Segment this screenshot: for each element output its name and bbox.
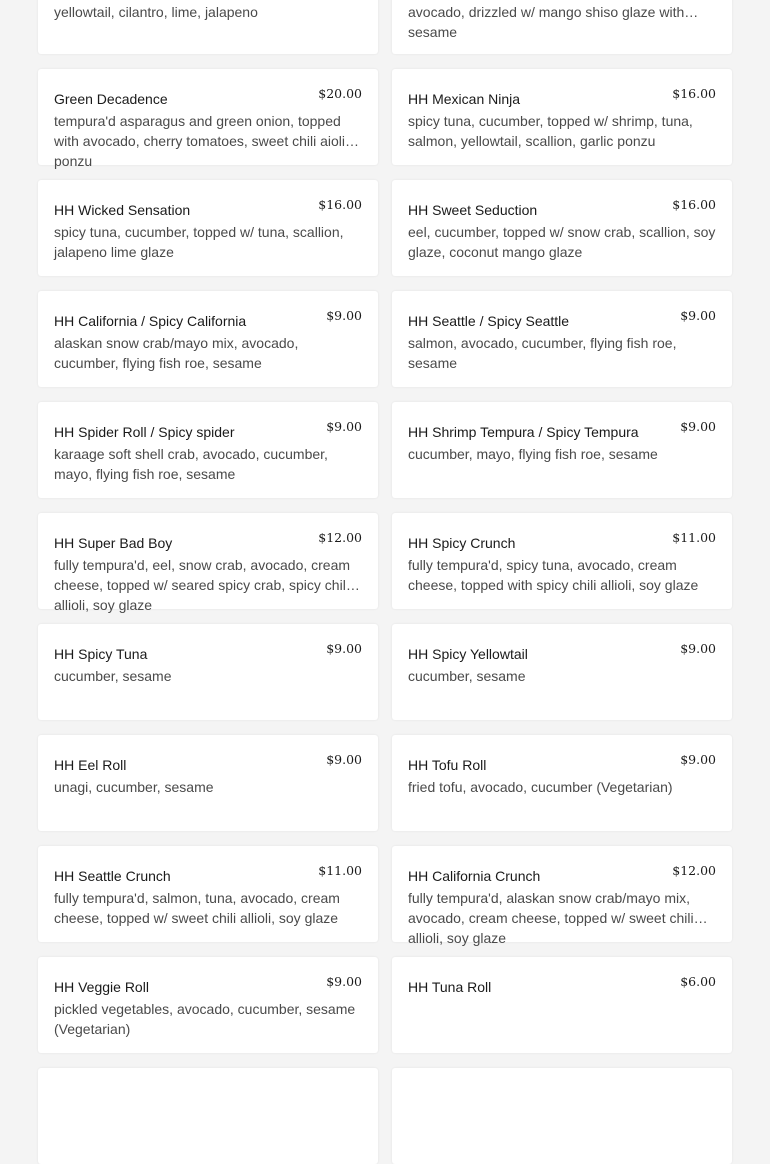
menu-item-name: HH Super Bad Boy: [54, 535, 173, 551]
menu-item-card[interactable]: [38, 69, 378, 169]
menu-item-card[interactable]: [392, 69, 732, 165]
menu-item-card[interactable]: [38, 0, 378, 54]
menu-item-description: cucumber, mayo, flying fish roe, sesame: [408, 446, 658, 462]
menu-item-card[interactable]: [38, 180, 378, 276]
menu-item-price: $9.00: [680, 752, 716, 767]
menu-item-description: tempura'd asparagus and green onion, topped with avocado, cherry tomatoes, sweet chili aioli, ponzu: [54, 113, 349, 169]
menu-item-name: HH Tuna Roll: [408, 979, 492, 995]
menu-item-description: unagi, cucumber, sesame: [54, 779, 214, 795]
menu-item-description: fully tempura'd, spicy tuna, avocado, cream cheese, topped with spicy chili allioli, soy glaze: [408, 557, 699, 593]
menu-item-name: HH Sweet Seduction: [408, 202, 538, 218]
menu-item-card[interactable]: [392, 624, 732, 720]
menu-item-price: $9.00: [680, 308, 716, 323]
menu-item-card[interactable]: [392, 180, 732, 276]
menu-item-card[interactable]: [392, 957, 732, 1053]
menu-item-name: HH Shrimp Tempura / Spicy Tempura: [408, 424, 639, 440]
menu-item-name: HH California Crunch: [408, 868, 541, 884]
menu-item-description: salmon, avocado, cucumber, flying fish roe, sesame: [408, 335, 677, 371]
menu-item-card[interactable]: [38, 735, 378, 831]
menu-item-price: $6.00: [680, 974, 716, 989]
menu-item-description: fully tempura'd, salmon, tuna, avocado, cream cheese, topped w/ sweet chili allioli, soy glaze: [54, 890, 340, 926]
menu-item-price: $16.00: [318, 197, 362, 212]
menu-item-card[interactable]: [38, 1068, 378, 1164]
menu-item-description: spicy tuna, cucumber, topped w/ shrimp, tuna, salmon, yellowtail, scallion, garlic ponzu: [408, 113, 693, 149]
menu-item-name: HH California / Spicy California: [54, 313, 247, 329]
menu-item-card[interactable]: [392, 735, 732, 831]
menu-item-description: yellowtail, cilantro, lime, jalapeno: [54, 4, 258, 20]
menu-item-price: $16.00: [672, 197, 716, 212]
menu-item-price: $11.00: [672, 530, 716, 545]
menu-item-name: HH Veggie Roll: [54, 979, 149, 995]
menu-item-card[interactable]: [392, 1068, 732, 1164]
menu-item-price: $9.00: [326, 752, 362, 767]
menu-item-card[interactable]: [392, 513, 732, 609]
menu-item-description: fully tempura'd, eel, snow crab, avocado, cream cheese, topped w/ seared spicy crab, spicy chili allioli, soy glaze: [54, 557, 351, 613]
menu-item-card[interactable]: [38, 513, 378, 613]
menu-item-card[interactable]: [392, 0, 732, 54]
menu-item-description: fully tempura'd, alaskan snow crab/mayo mix, avocado, cream cheese, topped w/ sweet chili allioli, soy glaze: [408, 890, 694, 946]
menu-item-description: pickled vegetables, avocado, cucumber, sesame (Vegetarian): [54, 1001, 356, 1037]
menu-item-price: $20.00: [318, 86, 362, 101]
menu-item-name: HH Spicy Yellowtail: [408, 646, 528, 662]
menu-item-card[interactable]: [38, 402, 378, 498]
menu-item-price: $11.00: [318, 863, 362, 878]
menu-item-name: HH Spicy Tuna: [54, 646, 148, 662]
menu-item-description: spicy tuna, cucumber, topped w/ tuna, scallion, jalapeno lime glaze: [54, 224, 344, 260]
menu-item-name: HH Wicked Sensation: [54, 202, 191, 218]
menu-item-card[interactable]: [392, 291, 732, 387]
menu-item-description: cucumber, sesame: [54, 668, 172, 684]
menu-item-description: cucumber, sesame: [408, 668, 526, 684]
menu-item-name: HH Mexican Ninja: [408, 91, 521, 107]
menu-item-name: HH Spider Roll / Spicy spider: [54, 424, 235, 440]
menu-item-price: $9.00: [326, 641, 362, 656]
menu-item-name: HH Spicy Crunch: [408, 535, 516, 551]
menu-item-card[interactable]: [38, 846, 378, 942]
menu-item-price: $9.00: [680, 641, 716, 656]
menu-item-card[interactable]: [392, 846, 732, 946]
menu-item-description: alaskan snow crab/mayo mix, avocado, cucumber, flying fish roe, sesame: [54, 335, 299, 371]
menu-item-name: Green Decadence: [54, 91, 168, 107]
menu-item-description: karaage soft shell crab, avocado, cucumber, mayo, flying fish roe, sesame: [54, 446, 328, 482]
menu-item-description: eel, cucumber, topped w/ snow crab, scallion, soy glaze, coconut mango glaze: [408, 224, 716, 260]
menu-item-price: $9.00: [326, 308, 362, 323]
menu-item-price: $12.00: [318, 530, 362, 545]
menu-item-price: $9.00: [680, 419, 716, 434]
menu-item-card[interactable]: [392, 402, 732, 498]
menu-item-price: $12.00: [672, 863, 716, 878]
menu-item-description: fried tofu, avocado, cucumber (Vegetarian): [408, 779, 673, 795]
menu-item-name: HH Eel Roll: [54, 757, 127, 773]
menu-item-price: $16.00: [672, 86, 716, 101]
menu-item-price: $9.00: [326, 974, 362, 989]
menu-item-card[interactable]: [38, 291, 378, 387]
menu-item-name: HH Seattle Crunch: [54, 868, 171, 884]
menu-item-price: $9.00: [326, 419, 362, 434]
menu-item-name: HH Seattle / Spicy Seattle: [408, 313, 570, 329]
menu-item-card[interactable]: [38, 624, 378, 720]
menu-item-name: HH Tofu Roll: [408, 757, 487, 773]
menu-item-description: avocado, drizzled w/ mango shiso glaze with sesame: [408, 4, 685, 40]
menu-item-card[interactable]: [38, 957, 378, 1053]
